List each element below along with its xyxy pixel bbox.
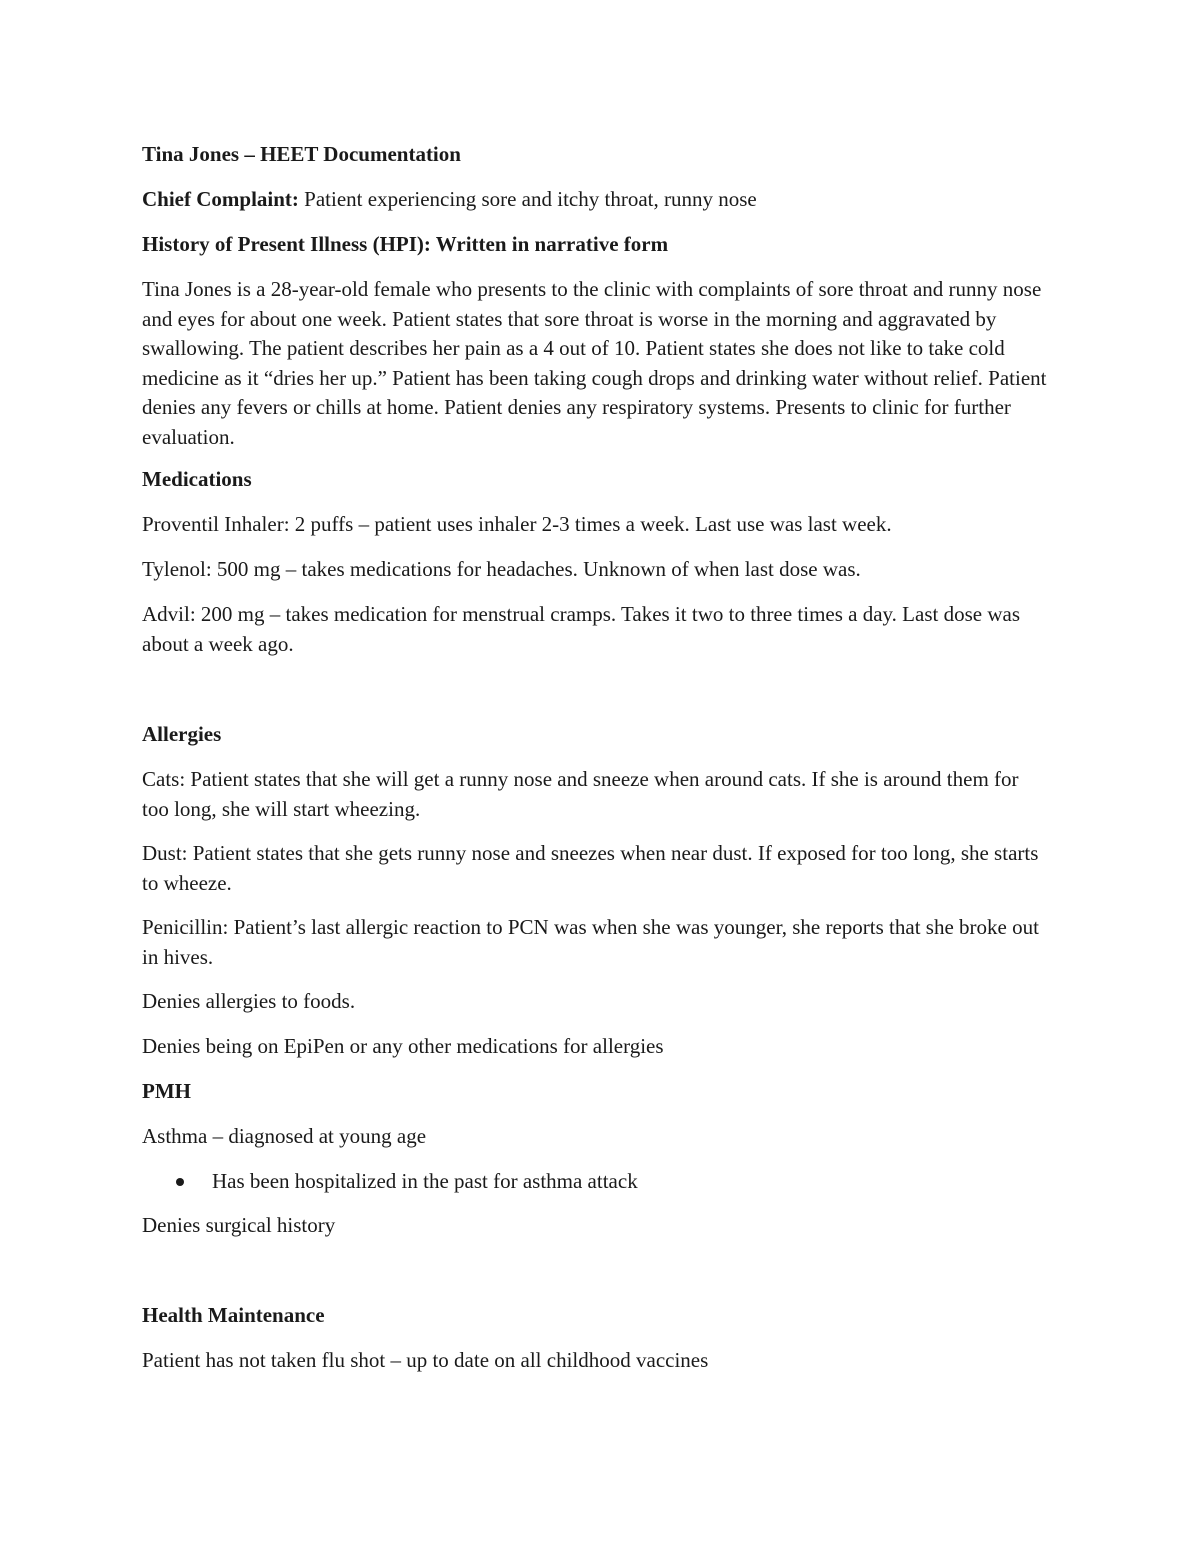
pmh-condition: Asthma – diagnosed at young age bbox=[142, 1124, 427, 1148]
health-maintenance-heading: Health Maintenance bbox=[142, 1303, 325, 1327]
allergy-item: Dust: Patient states that she gets runny nose and sneezes when near dust. If exposed for too long, she starts to wheeze. bbox=[142, 841, 1039, 895]
medication-item: Proventil Inhaler: 2 puffs – patient uses inhaler 2-3 times a week. Last use was last week. bbox=[142, 512, 892, 536]
health-maintenance-text: Patient has not taken flu shot – up to date on all childhood vaccines bbox=[142, 1348, 709, 1372]
bullet-icon bbox=[176, 1178, 184, 1186]
allergies-heading: Allergies bbox=[142, 722, 222, 746]
hpi-text: Tina Jones is a 28-year-old female who presents to the clinic with complaints of sore throat and runny nose and eyes for about one week. Patient states that sore throat is worse in the morning and aggravated by swallowing. The patient describes her pain as a 4 out of 10. Patient states she does not like to take cold medicine as it “dries her up.” Patient has been taking cough drops and drinking water without relief. Patient denies any fevers or chills at home. Patient denies any respiratory systems. Presents to clinic for further evaluation. bbox=[142, 277, 1047, 449]
medication-item: Tylenol: 500 mg – takes medications for headaches. Unknown of when last dose was. bbox=[142, 557, 861, 581]
medications-heading: Medications bbox=[142, 467, 252, 491]
chief-complaint-text: Patient experiencing sore and itchy throat, runny nose bbox=[298, 187, 757, 211]
pmh-bullet-item bbox=[142, 1167, 638, 1197]
allergy-item: Penicillin: Patient’s last allergic reaction to PCN was when she was younger, she reports that she broke out in hives. bbox=[142, 915, 1039, 969]
document-title: Tina Jones – HEET Documentation bbox=[142, 142, 461, 166]
allergy-item: Denies being on EpiPen or any other medications for allergies bbox=[142, 1034, 664, 1058]
chief-complaint bbox=[142, 185, 757, 215]
allergy-item: Cats: Patient states that she will get a runny nose and sneeze when around cats. If she is around them for too long, she will start wheezing. bbox=[142, 767, 1019, 821]
allergy-item: Denies allergies to foods. bbox=[142, 989, 356, 1013]
chief-complaint-label: Chief Complaint: bbox=[142, 187, 299, 211]
hpi-heading: History of Present Illness (HPI): Written in narrative form bbox=[142, 232, 669, 256]
medication-item: Advil: 200 mg – takes medication for menstrual cramps. Takes it two to three times a day. Last dose was about a week ago. bbox=[142, 602, 1020, 656]
pmh-surgical: Denies surgical history bbox=[142, 1213, 336, 1237]
pmh-heading: PMH bbox=[142, 1079, 191, 1103]
pmh-bullet-text: Has been hospitalized in the past for asthma attack bbox=[212, 1169, 638, 1193]
